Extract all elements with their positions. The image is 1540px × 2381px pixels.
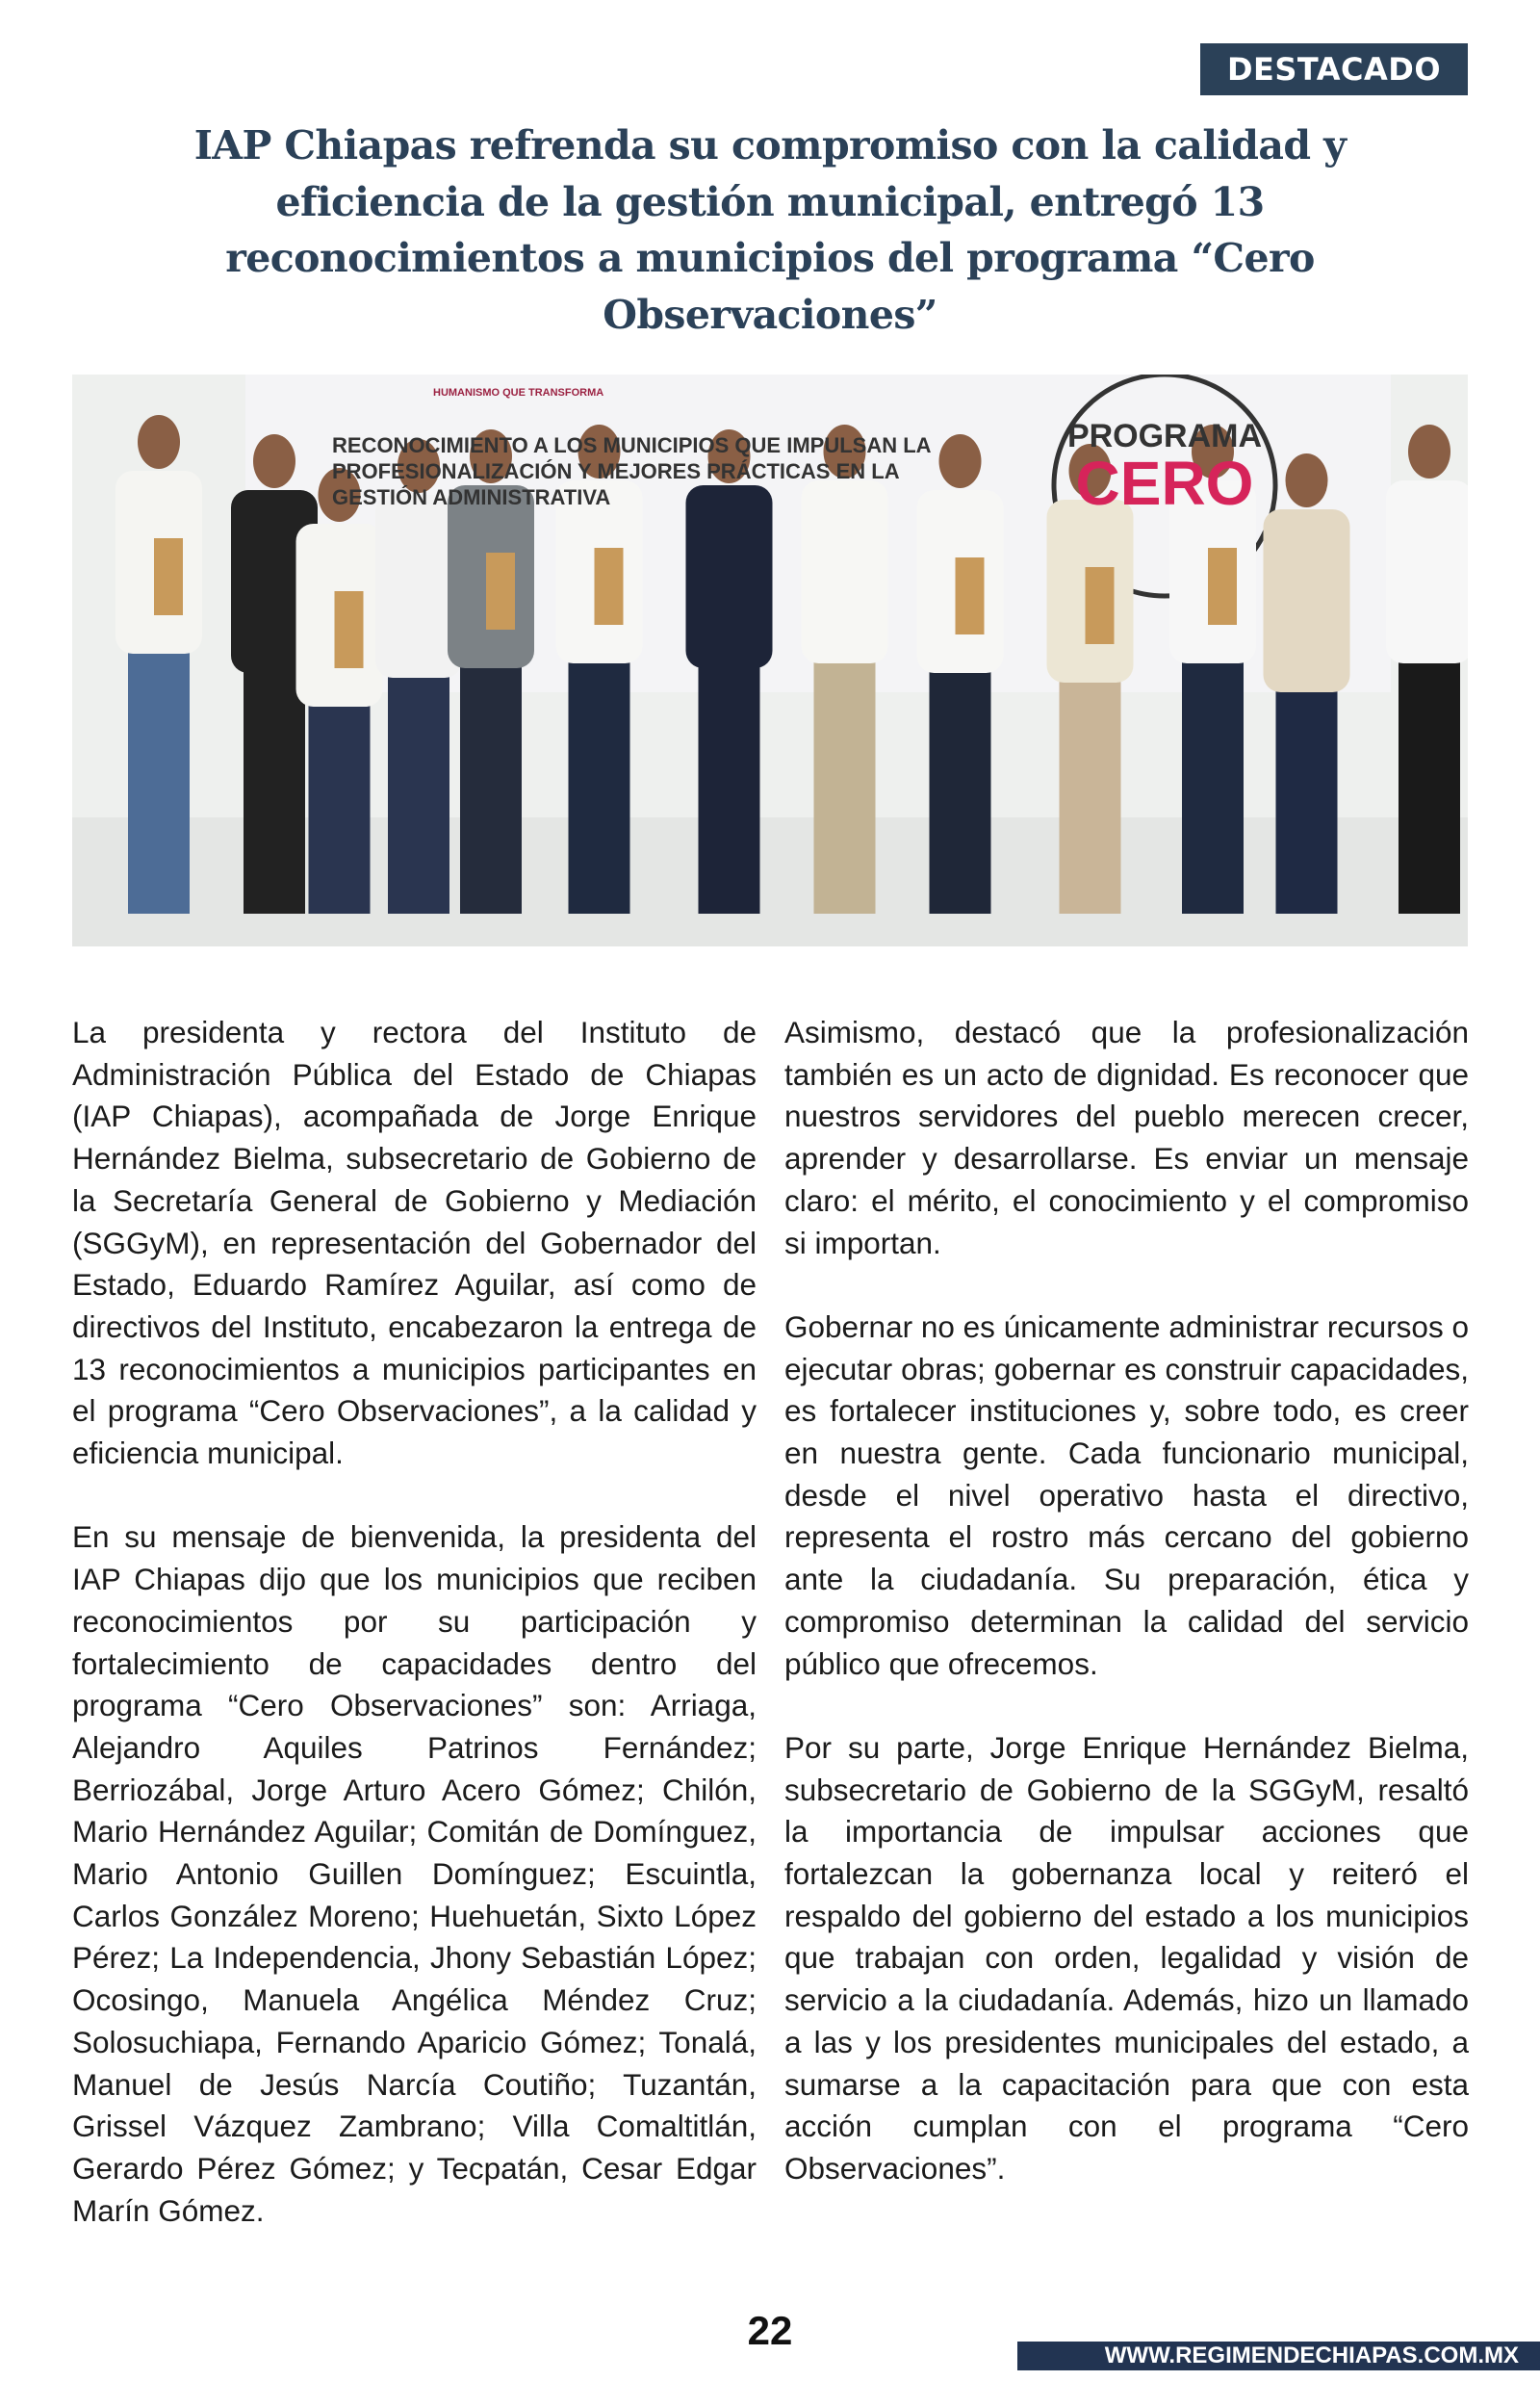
person-head (253, 434, 295, 488)
program-logo-top: PROGRAMA (1066, 418, 1263, 454)
person-figure (116, 415, 202, 914)
paragraph: Por su parte, Jorge Enrique Hernández Bielma, subsecretario de Gobierno de la SGGyM, resaltó la importancia de impulsar acciones que fortalezcan la gobernanza local y reiteró el respaldo del gobierno del estado a los municipios que trabajan con orden, legalidad y visión de servicio a la ciudadanía. Además, hizo un llamado a las y los presidentes municipales del estado, a sumarse a la capacitación para que con esta acción cumplan con el programa “Cero Observaciones”. (784, 1729, 1469, 2186)
event-photo (72, 375, 1468, 946)
award-plaque (956, 557, 985, 634)
footer-url: WWW.REGIMENDECHIAPAS.COM.MX (1104, 2342, 1519, 2368)
person-legs (699, 663, 760, 914)
person-legs (309, 702, 371, 914)
page-number: 22 (747, 2308, 793, 2353)
person-head (138, 415, 180, 469)
program-logo-main: CERO (1075, 449, 1254, 518)
award-plaque (486, 553, 515, 630)
banner-logo-text: HUMANISMO QUE TRANSFORMA (433, 387, 604, 399)
person-legs (1060, 678, 1121, 914)
paragraph: Gobernar no es únicamente administrar recursos o ejecutar obras; gobernar es construir capacidades, es fortalecer instituciones y, sobre todo, es creer en nuestra gente. Cada funcionario municipal, desde el nivel operativo hasta el directivo, representa el rostro más cercano del gobierno ante la ciudadanía. Su preparación, ética y compromiso determinan la calidad del servicio público que ofrecemos. (784, 1308, 1469, 1681)
person-legs (1182, 659, 1244, 914)
person-legs (460, 663, 522, 914)
person-head (1286, 453, 1328, 507)
headline: IAP Chiapas refrenda su compromiso con la calidad y eficiencia de la gestión municipal, entregó 13 reconocimientos a municipios del programa “Cero Observaciones” (193, 122, 1347, 338)
person-legs (930, 668, 991, 914)
person-legs (569, 659, 630, 914)
article-left-column (72, 1012, 757, 2274)
award-plaque (1086, 567, 1115, 644)
person-figure (1264, 453, 1350, 914)
footer-url-bar (1017, 2342, 1540, 2370)
person-legs (1276, 687, 1338, 914)
article-right-column (784, 1012, 1469, 2232)
paragraph: Asimismo, destacó que la profesionalización también es un acto de dignidad. Es reconocer que nuestros servidores del pueblo merecen crecer, aprender y desarrollarse. Es enviar un mensaje claro: el mérito, el conocimiento y el compromiso si importan. (784, 1015, 1469, 1260)
person-legs (1399, 659, 1460, 914)
award-plaque (335, 591, 364, 668)
person-head (1408, 425, 1450, 479)
banner-heading-wrap (332, 432, 958, 548)
person-legs (814, 659, 876, 914)
section-tag: DESTACADO (1200, 43, 1468, 95)
paragraph: La presidenta y rectora del Instituto de Administración Pública del Estado de Chiapas (IAP Chiapas), acompañada de Jorge Enrique Hernández Bielma, subsecretario de Gobierno de la Secretaría General de Gobierno y Mediación (SGGyM), en representación del Gobernador del Estado, Eduardo Ramírez Aguilar, así como de directivos del Instituto, encabezaron la entrega de 13 reconocimientos a municipios participantes en el programa “Cero Observaciones”, a la calidad y eficiencia municipal. (72, 1015, 757, 1471)
person-body (1264, 509, 1350, 692)
award-plaque (154, 538, 183, 615)
person-legs (244, 668, 305, 914)
award-plaque (595, 548, 624, 625)
person-legs (128, 649, 190, 914)
person-legs (388, 673, 449, 914)
paragraph: En su mensaje de bienvenida, la presidenta del IAP Chiapas dijo que los municipios que reciben reconocimientos por su participación y fortalecimiento de capacidades dentro del programa “Cero Observaciones” son: Arriaga, Alejandro Aquiles Patrinos Fernández; Berriozábal, Jorge Arturo Acero Gómez; Chilón, Mario Hernández Aguilar; Comitán de Domínguez, Mario Antonio Guillen Domínguez; Escuintla, Carlos González Moreno; Huehuetán, Sixto López Pérez; La Independencia, Jhony Sebastián López; Ocosingo, Manuela Angélica Méndez Cruz; Solosuchiapa, Fernando Aparicio Gómez; Tonalá, Manuel de Jesús Narcía Coutiño; Tuzantán, Grissel Vázquez Zambrano; Villa Comaltitlán, Gerardo Pérez Gómez; y Tecpatán, Cesar Edgar Marín Gómez. (72, 1519, 757, 2228)
banner-heading: RECONOCIMIENTO A LOS MUNICIPIOS QUE IMPULSAN LA PROFESIONALIZACIÓN Y MEJORES PRÁCTICAS EN LA GESTIÓN ADMINISTRATIVA (332, 433, 931, 509)
award-plaque (1208, 548, 1237, 625)
group-photo-illustration (72, 375, 1468, 946)
person-body (1386, 480, 1468, 663)
